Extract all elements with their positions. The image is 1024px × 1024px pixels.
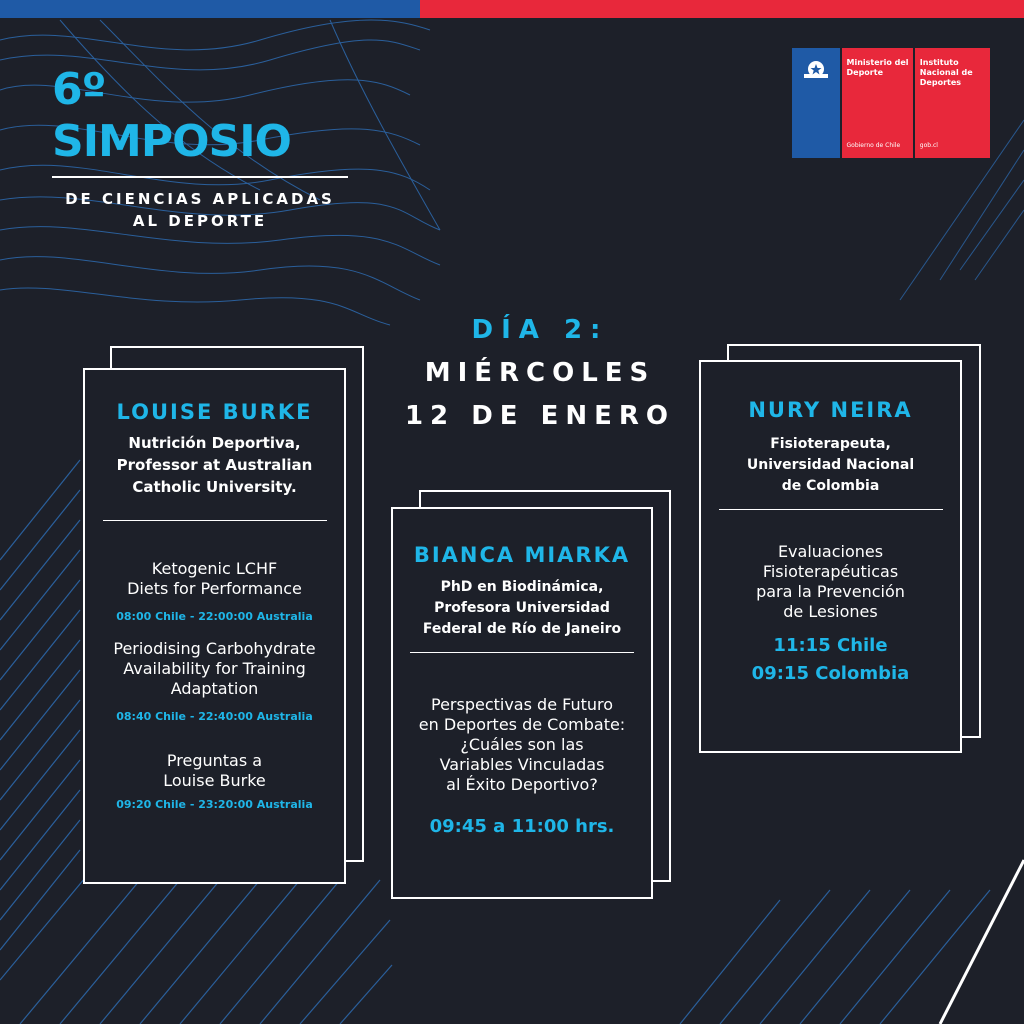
day-label: DÍA 2: [471, 315, 609, 345]
speaker-role: PhD en Biodinámica, Profesora Universidad Federal de Río de Janeiro [422, 579, 622, 637]
talk-title: Periodising Carbohydrate Availability for Training Adaptation [113, 639, 316, 698]
talk-time: 08:00 Chile - 22:00:00 Australia [116, 610, 313, 623]
logo-blue-panel [792, 48, 840, 158]
card-divider [719, 509, 943, 510]
coat-of-arms-icon [802, 58, 830, 80]
title-divider [52, 176, 348, 178]
talk-title: Evaluaciones Fisioterapéuticas para la Prevención de Lesiones [756, 542, 905, 621]
talk-time: 11:15 Chile 09:15 Colombia [751, 635, 910, 684]
top-bar-red [420, 0, 1024, 18]
talk-time: 09:45 a 11:00 hrs. [429, 816, 615, 837]
speaker-name: NURY NEIRA [748, 398, 913, 422]
speaker-name: LOUISE BURKE [116, 400, 313, 424]
talk-time: 08:40 Chile - 22:40:00 Australia [116, 710, 313, 723]
event-subtitle: DE CIENCIAS APLICADAS AL DEPORTE [65, 190, 335, 230]
speaker-role: Nutrición Deportiva, Professor at Australian Catholic University. [116, 434, 313, 496]
talk-time: 09:20 Chile - 23:20:00 Australia [116, 798, 313, 811]
day-heading [380, 310, 700, 436]
card-divider [103, 520, 327, 521]
speaker-role: Fisioterapeuta, Universidad Nacional de Colombia [746, 436, 915, 494]
day-date: 12 DE ENERO [404, 401, 676, 431]
ministry-logo [792, 48, 990, 158]
ministry-name: Ministerio del Deporte [846, 58, 909, 77]
ministry-footer: Gobierno de Chile [846, 142, 901, 149]
speaker-card-bianca [391, 507, 653, 899]
top-bar-blue [0, 0, 420, 18]
logo-institute-panel [915, 48, 990, 158]
speaker-name: BIANCA MIARKA [413, 543, 631, 567]
talk-title: Perspectivas de Futuro en Deportes de Combate: ¿Cuáles son las Variables Vinculadas al Éxito Deportivo? [418, 695, 626, 794]
day-weekday: MIÉRCOLES [424, 358, 656, 388]
talk-title: Ketogenic LCHF Diets for Performance [127, 559, 302, 598]
institute-name: Instituto Nacional de Deportes [919, 58, 973, 87]
event-title-block [52, 64, 352, 232]
speaker-card-louise [83, 368, 346, 884]
card-divider [410, 652, 634, 653]
speaker-card-nury [699, 360, 962, 753]
event-title: 6º SIMPOSIO [52, 64, 291, 167]
logo-ministry-panel [842, 48, 913, 158]
institute-footer: gob.cl [919, 142, 938, 149]
talk-title: Preguntas a Louise Burke [163, 751, 266, 790]
